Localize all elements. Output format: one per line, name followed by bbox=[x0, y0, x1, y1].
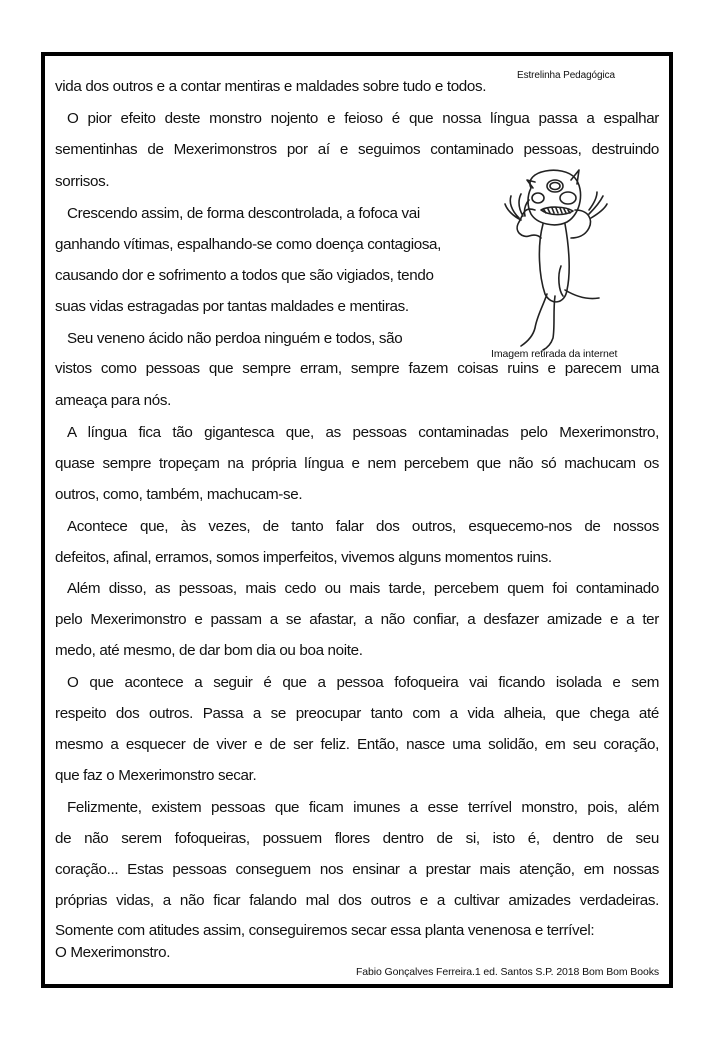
text-line: coração... Estas pessoas conseguem nos ensinar a prestar mais atenção, em nossas bbox=[55, 861, 659, 878]
figure-caption: Imagem retirada da internet bbox=[491, 348, 618, 360]
text-line: respeito dos outros. Passa a se preocupar tanto com a vida alheia, que chega até bbox=[55, 705, 659, 722]
text-line: ameaça para nós. bbox=[55, 392, 171, 409]
text-line: que faz o Mexerimonstro secar. bbox=[55, 767, 257, 784]
text-line: defeitos, afinal, erramos, somos imperfeitos, vivemos alguns momentos ruins. bbox=[55, 549, 552, 566]
text-line: Seu veneno ácido não perdoa ninguém e todos, são bbox=[67, 330, 403, 347]
text-line: O Mexerimonstro. bbox=[55, 944, 171, 961]
text-line: quase sempre tropeçam na própria língua e nem percebem que não só machucam os bbox=[55, 455, 659, 472]
text-line: A língua fica tão gigantesca que, as pessoas contaminadas pelo Mexerimonstro, bbox=[67, 424, 659, 441]
monster-illustration-icon bbox=[493, 166, 613, 351]
text-line: medo, até mesmo, de dar bom dia ou boa noite. bbox=[55, 642, 363, 659]
text-line: ganhando vítimas, espalhando-se como doença contagiosa, bbox=[55, 236, 442, 253]
text-line: de não serem fofoqueiras, possuem flores dentro de si, isto é, dentro de seu bbox=[55, 830, 659, 847]
text-line: suas vidas estragadas por tantas maldades e mentiras. bbox=[55, 298, 409, 315]
text-line: causando dor e sofrimento a todos que são vigiados, tendo bbox=[55, 267, 434, 284]
text-line: O pior efeito deste monstro nojento e feioso é que nossa língua passa a espalhar bbox=[67, 110, 659, 127]
text-line: vistos como pessoas que sempre erram, sempre fazem coisas ruins e parecem uma bbox=[55, 360, 659, 377]
citation: Fabio Gonçalves Ferreira.1 ed. Santos S.P. 2018 Bom Bom Books bbox=[355, 966, 659, 978]
text-line: Acontece que, às vezes, de tanto falar dos outros, esquecemo-nos de nossos bbox=[67, 518, 659, 535]
text-line: Crescendo assim, de forma descontrolada, a fofoca vai bbox=[67, 205, 420, 222]
text-line: O que acontece a seguir é que a pessoa fofoqueira vai ficando isolada e sem bbox=[67, 674, 659, 691]
text-line: vida dos outros e a contar mentiras e maldades sobre tudo e todos. bbox=[55, 78, 487, 95]
text-line: Somente com atitudes assim, conseguiremos secar essa planta venenosa e terrível: bbox=[55, 922, 595, 939]
text-line: Além disso, as pessoas, mais cedo ou mais tarde, percebem quem foi contaminado bbox=[67, 580, 659, 597]
text-line: próprias vidas, a não ficar falando mal dos outros e a cultivar amizades verdadeiras. bbox=[55, 892, 659, 909]
text-line: mesmo a esquecer de viver e de ser feliz. Então, nasce uma solidão, em seu coração, bbox=[55, 736, 659, 753]
site-label: Estrelinha Pedagógica bbox=[517, 70, 615, 81]
text-line: sorrisos. bbox=[55, 173, 110, 190]
text-line: pelo Mexerimonstro e passam a se afastar, a não confiar, a desfazer amizade e a ter bbox=[55, 611, 659, 628]
text-line: Felizmente, existem pessoas que ficam imunes a esse terrível monstro, pois, além bbox=[67, 799, 659, 816]
page-frame bbox=[41, 52, 673, 988]
text-line: outros, como, também, machucam-se. bbox=[55, 486, 303, 503]
text-line: sementinhas de Mexerimonstros por aí e seguimos contaminado pessoas, destruindo bbox=[55, 141, 659, 158]
